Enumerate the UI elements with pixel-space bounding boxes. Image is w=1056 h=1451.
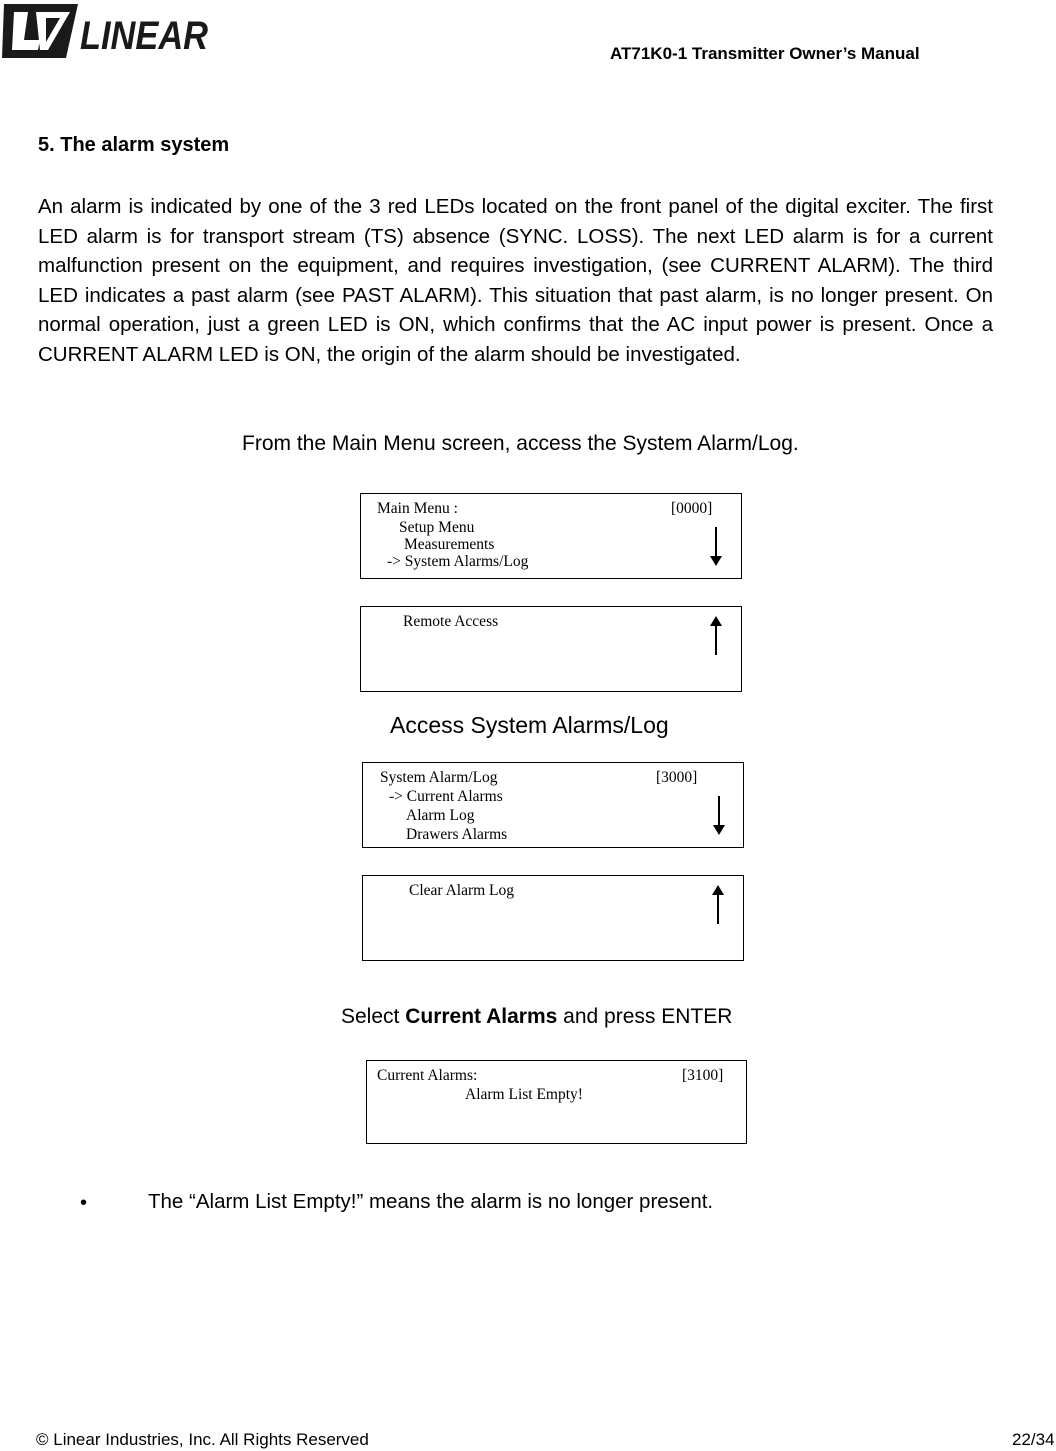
bullet-icon: • xyxy=(80,1192,88,1214)
menu-item-current-alarms: -> Current Alarms xyxy=(389,788,503,805)
up-arrow-icon xyxy=(709,616,723,656)
menu-item-setup: Setup Menu xyxy=(399,519,475,536)
instruction-access-alarms: Access System Alarms/Log xyxy=(390,712,669,738)
instruction-select-current-alarms xyxy=(341,1005,732,1029)
intro-paragraph: An alarm is indicated by one of the 3 red LEDs located on the front panel of the digital exciter. The first LED alarm is for transport stream (TS) absence (SYNC. LOSS). The next LED alarm is for a current malfunction present on the equipment, and requires investigation, (see CURRENT ALARM). The third LED indicates a past alarm (see PAST ALARM). This situation that past alarm, is no longer present. On normal operation, just a green LED is ON, which confirms that the AC input power is present. Once a CURRENT ALARM LED is ON, the origin of the alarm should be investigated. xyxy=(38,195,993,366)
bullet-item: The “Alarm List Empty!” means the alarm is no longer present. xyxy=(148,1190,714,1213)
alarm-list-empty-text: Alarm List Empty! xyxy=(465,1086,583,1103)
screen-title: System Alarm/Log xyxy=(380,769,498,786)
system-alarm-log-screen-page2 xyxy=(362,875,744,961)
menu-item-remote-access: Remote Access xyxy=(403,613,499,630)
down-arrow-icon xyxy=(712,796,726,836)
main-menu-screen-page2 xyxy=(360,606,742,692)
screen-title: Current Alarms: xyxy=(377,1067,478,1084)
screen-code: [0000] xyxy=(671,500,713,517)
up-arrow-icon xyxy=(711,885,725,925)
screen-code: [3000] xyxy=(656,769,698,786)
current-alarms-screen xyxy=(366,1060,747,1144)
screen-title: Main Menu : xyxy=(377,500,458,517)
footer-copyright: © Linear Industries, Inc. All Rights Reserved xyxy=(36,1430,369,1449)
down-arrow-icon xyxy=(709,527,723,567)
logo-wordmark: LINEAR xyxy=(80,14,209,58)
footer-page-number: 22/34 xyxy=(1012,1430,1055,1449)
menu-item-system-alarms: -> System Alarms/Log xyxy=(387,553,529,570)
instruction-suffix: and press ENTER xyxy=(557,1005,733,1028)
main-menu-screen xyxy=(360,493,742,579)
system-alarm-log-screen xyxy=(362,762,744,848)
instruction-main-menu: From the Main Menu screen, access the System Alarm/Log. xyxy=(242,432,799,455)
manual-title: AT71K0-1 Transmitter Owner’s Manual xyxy=(610,44,920,63)
menu-item-clear-alarm-log: Clear Alarm Log xyxy=(409,882,515,899)
menu-item-drawers-alarms: Drawers Alarms xyxy=(406,826,508,843)
linear-logo xyxy=(0,0,212,64)
instruction-prefix: Select xyxy=(341,1005,406,1028)
section-heading: 5. The alarm system xyxy=(38,134,230,156)
menu-item-alarm-log: Alarm Log xyxy=(406,807,475,824)
instruction-bold: Current Alarms xyxy=(405,1005,558,1028)
screen-code: [3100] xyxy=(682,1067,724,1084)
menu-item-measurements: Measurements xyxy=(404,536,495,553)
